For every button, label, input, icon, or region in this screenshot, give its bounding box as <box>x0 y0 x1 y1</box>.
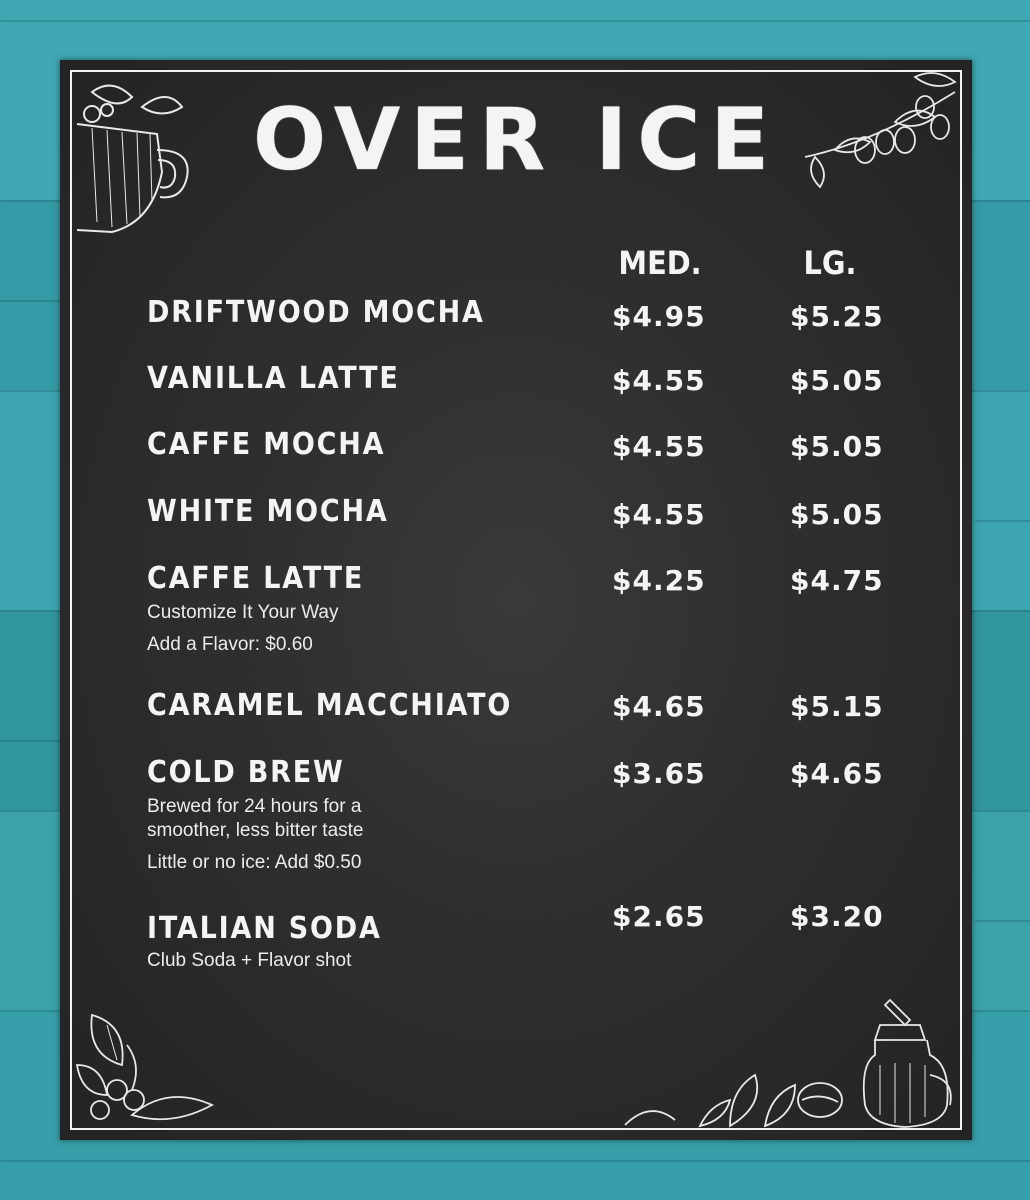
item-note: Brewed for 24 hours for a <box>147 796 362 817</box>
coffee-bean-icon <box>620 1060 850 1128</box>
price-lg: $5.05 <box>790 364 884 397</box>
price-lg: $4.75 <box>790 564 884 597</box>
price-med: $4.25 <box>612 564 706 597</box>
item-name: COLD BREW <box>147 755 345 790</box>
price-lg: $5.05 <box>790 498 884 531</box>
leaves-icon <box>72 1005 222 1127</box>
price-med: $4.95 <box>612 300 706 333</box>
price-med: $4.55 <box>612 498 706 531</box>
price-lg: $5.05 <box>790 430 884 463</box>
item-note: Club Soda + Flavor shot <box>147 950 352 971</box>
price-med: $2.65 <box>612 900 706 933</box>
price-med: $4.65 <box>612 690 706 723</box>
price-lg: $5.15 <box>790 690 884 723</box>
syrup-dispenser-icon <box>855 995 960 1130</box>
item-name: WHITE MOCHA <box>147 494 389 529</box>
item-name: CARAMEL MACCHIATO <box>147 688 513 723</box>
price-lg: $4.65 <box>790 757 884 790</box>
column-header-lg: LG. <box>803 244 857 282</box>
item-note: smoother, less bitter taste <box>147 820 364 841</box>
item-name: CAFFE LATTE <box>147 561 365 596</box>
price-med: $4.55 <box>612 430 706 463</box>
item-name: DRIFTWOOD MOCHA <box>147 295 485 330</box>
item-note: Little or no ice: Add $0.50 <box>147 852 362 873</box>
chalkboard <box>60 60 972 1140</box>
item-name: CAFFE MOCHA <box>147 427 386 462</box>
price-med: $4.55 <box>612 364 706 397</box>
item-note: Add a Flavor: $0.60 <box>147 634 313 655</box>
price-lg: $5.25 <box>790 300 884 333</box>
menu-title: OVER ICE <box>252 90 780 190</box>
item-note: Customize It Your Way <box>147 602 339 623</box>
item-name: ITALIAN SODA <box>147 911 382 946</box>
item-name: VANILLA LATTE <box>147 361 400 396</box>
price-lg: $3.20 <box>790 900 884 933</box>
column-header-med: MED. <box>618 244 702 282</box>
price-med: $3.65 <box>612 757 706 790</box>
